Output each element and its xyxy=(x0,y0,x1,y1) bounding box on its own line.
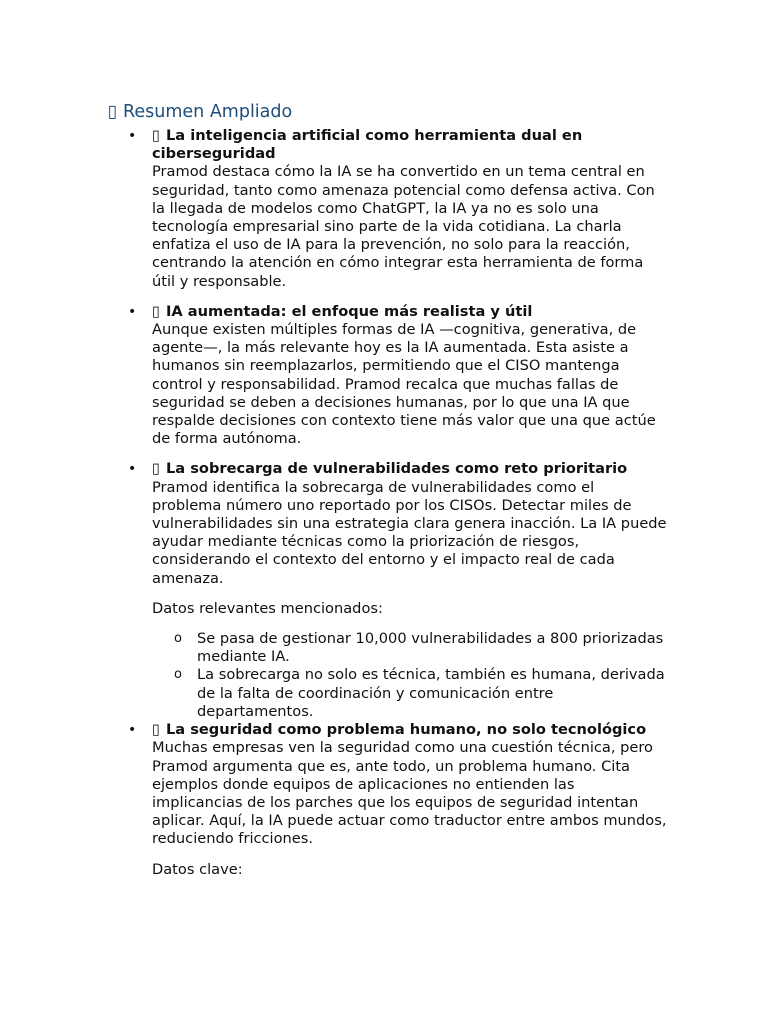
item-body: Pramod destaca cómo la IA se ha convertido en un tema central en seguridad, tanto como amenaza potencial como defensa activa. Con la llegada de modelos como ChatGPT, la IA ya no es solo una tecnología empresarial sino parte de la vida cotidiana. La charla enfatiza el uso de IA para la prevención, no solo para la reacción, centrando la atención en cómo integrar esta herramienta de forma útil y responsable. xyxy=(152,163,655,290)
item-title-text: La inteligencia artificial como herramienta dual en ciberseguridad xyxy=(152,127,583,163)
summary-list xyxy=(128,127,668,891)
sub-bullet: o xyxy=(174,667,182,683)
sub-list xyxy=(152,630,668,721)
item-body: Pramod identifica la sobrecarga de vulnerabilidades como el problema número uno reportado por los CISOs. Detectar miles de vulnerabilidades sin una estrategia clara genera inacción. La IA puede ayudar mediante técnicas como la priorización de riesgos, considerando el contexto del entorno y el impacto real de cada amenaza. xyxy=(152,478,667,587)
sub-list-item-text: Se pasa de gestionar 10,000 vulnerabilidades a 800 priorizadas mediante IA. xyxy=(197,630,664,666)
bullet: • xyxy=(128,722,137,739)
item-title xyxy=(152,303,668,321)
square-placeholder-icon: ▯ xyxy=(152,460,161,478)
summary-item xyxy=(128,302,668,449)
summary-item xyxy=(128,460,668,721)
section-heading-text: Resumen Ampliado xyxy=(123,102,293,122)
item-title-text: IA aumentada: el enfoque más realista y útil xyxy=(166,302,533,320)
sub-label: Datos clave: xyxy=(152,860,243,878)
sub-label: Datos relevantes mencionados: xyxy=(152,599,383,617)
square-placeholder-icon: ▯ xyxy=(152,302,161,320)
square-placeholder-icon: ▯ xyxy=(152,721,161,739)
summary-item xyxy=(128,127,668,291)
item-title-text: La seguridad como problema humano, no solo tecnológico xyxy=(166,721,647,739)
summary-item xyxy=(128,721,668,879)
sub-list-item xyxy=(152,630,668,666)
item-title xyxy=(152,127,668,163)
bullet: • xyxy=(128,128,137,144)
sub-list-item xyxy=(152,666,668,721)
bullet: • xyxy=(128,461,137,478)
item-body: Aunque existen múltiples formas de IA —cognitiva, generativa, de agente—, la más relevante hoy es la IA aumentada. Esta asiste a humanos sin reemplazarlos, permitiendo que el CISO mantenga control y responsabilidad. Pramod recalca que muchas fallas de seguridad se deben a decisiones humanas, por lo que una IA que respalde decisiones con contexto tiene más valor que una que actúe de forma autónoma. xyxy=(152,321,656,448)
square-placeholder-icon: ▯ xyxy=(152,127,161,144)
item-title xyxy=(152,721,668,739)
item-body: Muchas empresas ven la seguridad como una cuestión técnica, pero Pramod argumenta que es, ante todo, un problema humano. Cita ejemplos donde equipos de aplicaciones no entienden las implicancias de los parches que los equipos de seguridad intentan aplicar. Aquí, la IA puede actuar como traductor entre ambos mundos, reduciendo fricciones. xyxy=(152,739,667,848)
sub-bullet: o xyxy=(174,631,182,647)
item-title xyxy=(152,460,668,478)
bullet: • xyxy=(128,303,137,320)
sub-list-item-text: La sobrecarga no solo es técnica, también es humana, derivada de la falta de coordinación y comunicación entre departamentos. xyxy=(197,666,665,720)
item-title-text: La sobrecarga de vulnerabilidades como reto prioritario xyxy=(166,460,628,478)
section-heading xyxy=(106,101,292,123)
square-placeholder-icon: ▯ xyxy=(107,102,118,122)
